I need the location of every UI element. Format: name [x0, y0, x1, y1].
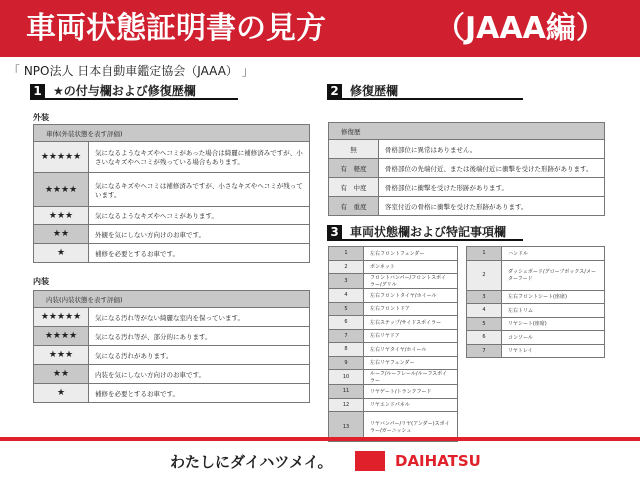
table-row	[34, 142, 310, 173]
table-row	[34, 365, 310, 384]
interior-label: 内装	[33, 277, 49, 286]
table-header: 車体(外装状態を表す評価)	[34, 125, 310, 142]
table-cell: ★★★	[34, 207, 89, 225]
table-cell: 左右リヤドア	[364, 329, 458, 343]
table-row	[329, 274, 458, 289]
interior-rating-table	[33, 290, 310, 403]
table-cell: ボンネット	[364, 260, 458, 274]
table-cell: ★★★★	[34, 327, 89, 346]
table-cell: ルーフ/ルーフレール/ルーフスポイラー	[364, 370, 458, 385]
table-row	[34, 327, 310, 346]
table-row	[329, 356, 458, 370]
table-cell: 内装を気にしない方向けのお車です。	[89, 365, 310, 384]
table-cell: 11	[329, 385, 364, 399]
table-cell: 7	[467, 344, 502, 358]
footer-divider	[0, 437, 640, 441]
exterior-label: 外装	[33, 113, 49, 122]
section-number: 3	[327, 225, 342, 240]
table-row	[329, 260, 458, 274]
table-cell: ハンドル	[502, 247, 605, 261]
table-row	[467, 290, 605, 304]
table-cell: 4	[329, 289, 364, 303]
table-cell: ダッシュボード/グローブボックス/メーターフード	[502, 260, 605, 290]
table-row	[34, 173, 310, 207]
page-subtitle: （JAAA編）	[435, 11, 606, 46]
table-cell: 客室付近の骨格に衝撃を受けた形跡があります。	[379, 197, 605, 216]
section-label: 車両状態欄および特記事項欄	[350, 225, 507, 239]
table-row	[329, 140, 605, 159]
table-cell: 骨格部位に異常はありません。	[379, 140, 605, 159]
table-cell: ★★★★★	[34, 308, 89, 327]
table-cell: ★	[34, 244, 89, 263]
table-row	[329, 178, 605, 197]
table-cell: 1	[329, 247, 364, 261]
table-cell: 気になる汚れ等が、部分的にあります。	[89, 327, 310, 346]
organization: 「 NPO法人 日本自動車鑑定協会（JAAA） 」	[8, 64, 254, 78]
table-header: 修復歴	[329, 123, 605, 140]
table-cell: フロントバンパー/フロントスポイラー/グリル	[364, 274, 458, 289]
exterior-rating-table	[33, 124, 310, 263]
table-cell: リヤゲート/トランクフード	[364, 385, 458, 399]
table-cell: ★★★	[34, 346, 89, 365]
table-cell: 補修を必要とするお車です。	[89, 384, 310, 403]
table-cell: リヤトレイ	[502, 344, 605, 358]
table-row	[467, 317, 605, 331]
table-row	[329, 247, 458, 261]
table-cell: 気になるようなキズやヘコミがあります。	[89, 207, 310, 225]
table-cell: 6	[467, 331, 502, 345]
table-cell: 有 重度	[329, 197, 379, 216]
table-row	[329, 343, 458, 357]
table-row	[467, 304, 605, 318]
table-row	[329, 159, 605, 178]
table-cell: 4	[467, 304, 502, 318]
table-cell: ★★	[34, 225, 89, 244]
table-cell: 9	[329, 356, 364, 370]
table-cell: 補修を必要とするお車です。	[89, 244, 310, 263]
table-cell: 12	[329, 398, 364, 412]
table-cell: コンソール	[502, 331, 605, 345]
table-cell: 骨格部位の先端付近、または後端付近に衝撃を受けた形跡があります。	[379, 159, 605, 178]
table-cell: 気になる汚れ等がない綺麗な室内を保っています。	[89, 308, 310, 327]
section-2-header	[327, 84, 523, 100]
table-cell: 左右リヤタイヤ/ホイール	[364, 343, 458, 357]
table-cell: 左右ステップ/サイドスポイラー	[364, 316, 458, 330]
table-row	[34, 244, 310, 263]
table-cell: 5	[467, 317, 502, 331]
table-cell: 無	[329, 140, 379, 159]
table-row	[329, 370, 458, 385]
table-cell: 7	[329, 329, 364, 343]
table-cell: 3	[329, 274, 364, 289]
section-1-header	[30, 84, 238, 100]
table-cell: 気になるようなキズやヘコミがあった場合は綺麗に補修済みですが、小さいなキズやヘコミが残っている場合もあります。	[89, 142, 310, 173]
table-row	[467, 331, 605, 345]
table-cell: 8	[329, 343, 364, 357]
table-row	[467, 344, 605, 358]
table-row	[329, 289, 458, 303]
table-header: 内装(内装状態を表す評価)	[34, 291, 310, 308]
section-number: 1	[30, 84, 45, 99]
table-cell: 左右リヤフェンダー	[364, 356, 458, 370]
table-cell: 左右フロントフェンダー	[364, 247, 458, 261]
table-cell: 左右フロントシート(座席)	[502, 290, 605, 304]
table-cell: ★★★★	[34, 173, 89, 207]
table-cell: 5	[329, 302, 364, 316]
table-cell: ★★	[34, 365, 89, 384]
table-cell: 6	[329, 316, 364, 330]
table-cell: 左右フロントタイヤ/ホイール	[364, 289, 458, 303]
daihatsu-logo-mark	[355, 451, 385, 471]
section-number: 2	[327, 84, 342, 99]
table-cell: 10	[329, 370, 364, 385]
table-row	[34, 346, 310, 365]
table-row	[329, 329, 458, 343]
interior-parts-table	[466, 246, 605, 358]
table-row	[329, 316, 458, 330]
page-title: 車両状態証明書の見方	[26, 11, 326, 46]
table-cell: ★	[34, 384, 89, 403]
table-cell: 13	[329, 412, 364, 442]
table-cell: リヤエンドパネル	[364, 398, 458, 412]
table-cell: 有 中度	[329, 178, 379, 197]
table-row	[329, 197, 605, 216]
brand-name: DAIHATSU	[395, 452, 481, 470]
table-cell: 左右トリム	[502, 304, 605, 318]
table-cell: ★★★★★	[34, 142, 89, 173]
section-label: 修復歴欄	[350, 84, 399, 98]
table-row	[467, 260, 605, 290]
table-row	[329, 385, 458, 399]
table-cell: リヤバンパー/リヤ(アンダー)スポイラー/ガーニッシュ	[364, 412, 458, 442]
table-cell: 気になる汚れがあります。	[89, 346, 310, 365]
table-cell: 1	[467, 247, 502, 261]
title-banner	[0, 0, 640, 57]
table-cell: 左右フロントドア	[364, 302, 458, 316]
table-cell: 2	[329, 260, 364, 274]
table-row	[329, 398, 458, 412]
table-row	[34, 207, 310, 225]
slogan-logo: わたしにダイハツメイ。	[170, 453, 333, 471]
table-row	[34, 384, 310, 403]
table-row	[34, 225, 310, 244]
exterior-parts-table	[328, 246, 458, 442]
table-cell: 2	[467, 260, 502, 290]
table-row	[34, 308, 310, 327]
section-label: ★の付与欄および修復歴欄	[53, 84, 196, 98]
table-cell: 3	[467, 290, 502, 304]
table-cell: 骨格部位に衝撃を受けた形跡があります。	[379, 178, 605, 197]
table-cell: 外観を気にしない方向けのお車です。	[89, 225, 310, 244]
section-3-header	[327, 225, 523, 241]
repair-history-table	[328, 122, 605, 216]
table-row	[329, 302, 458, 316]
table-cell: リヤシート(座席)	[502, 317, 605, 331]
table-cell: 有 軽度	[329, 159, 379, 178]
table-cell: 気になるキズやヘコミは補修済みですが、小さなキズやヘコミが残っています。	[89, 173, 310, 207]
table-row	[467, 247, 605, 261]
